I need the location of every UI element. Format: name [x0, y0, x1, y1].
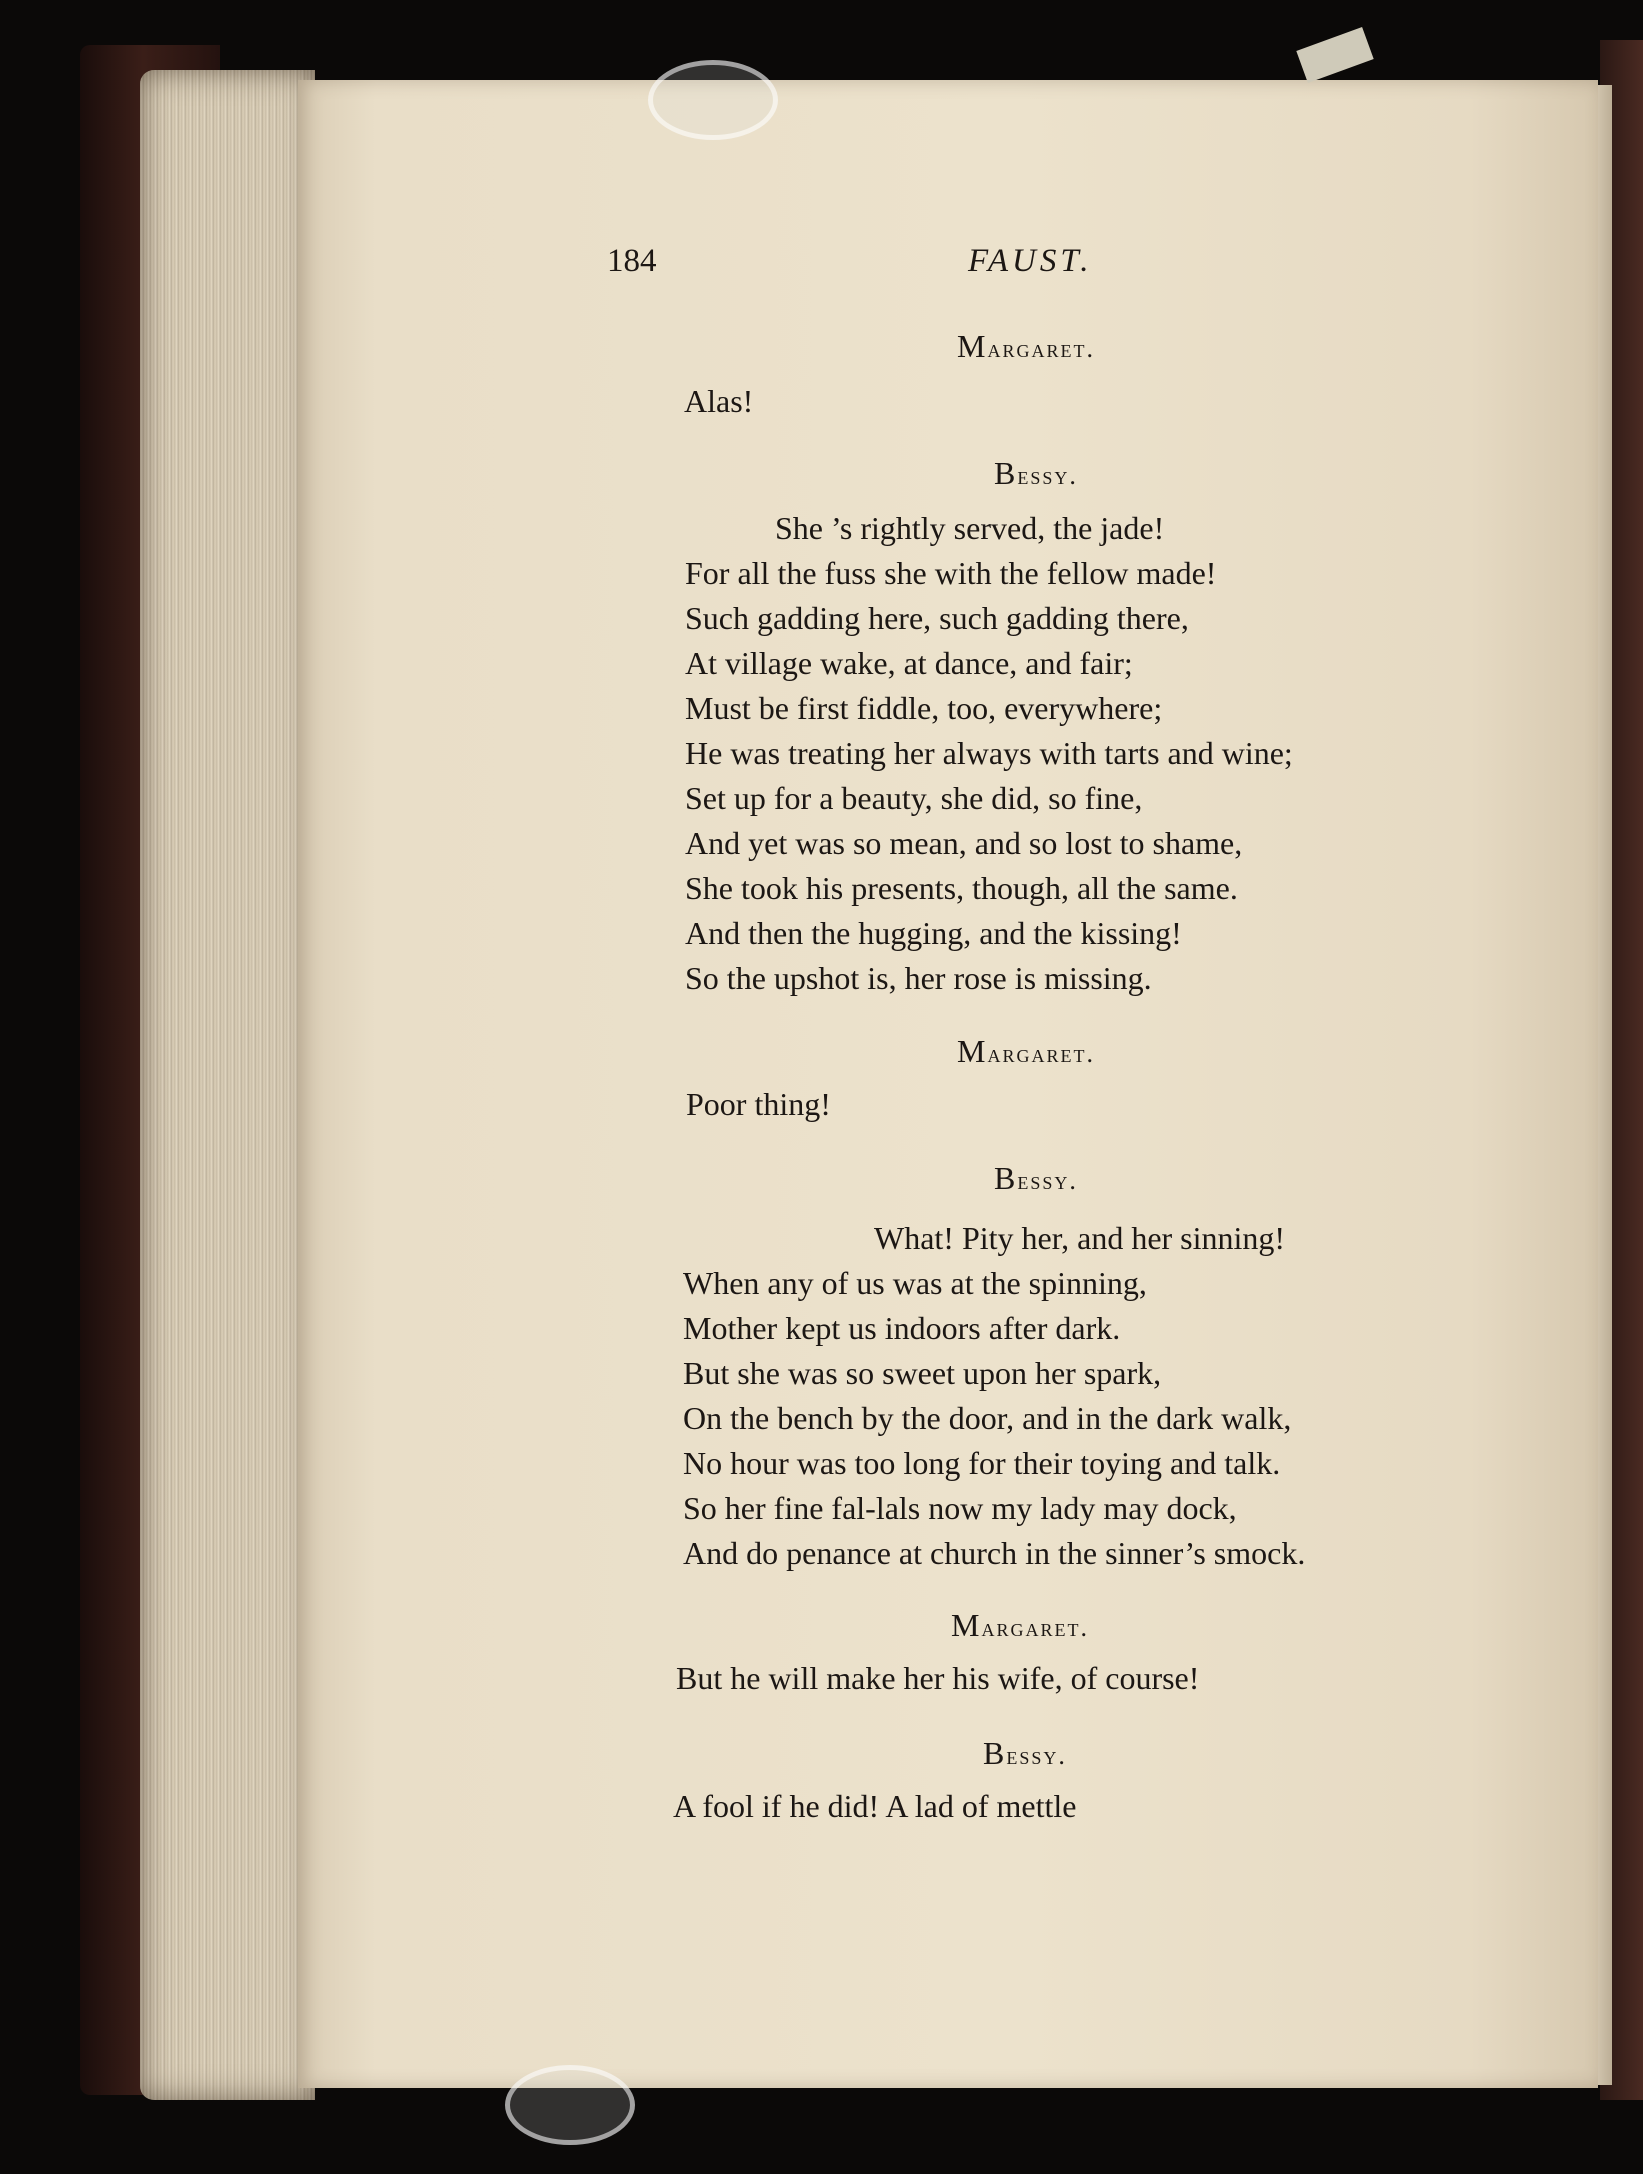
verse-line: And yet was so mean, and so lost to shame,: [685, 825, 1243, 861]
verse-line: When any of us was at the spinning,: [683, 1265, 1147, 1301]
speaker-name: Bessy.: [983, 1735, 1067, 1771]
verse-line: Such gadding here, such gadding there,: [685, 600, 1189, 636]
verse-line: For all the fuss she with the fellow made!: [685, 555, 1217, 591]
speaker-name: Bessy.: [994, 455, 1078, 491]
speaker-name: Bessy.: [994, 1160, 1078, 1196]
speaker-name: Margaret.: [957, 1033, 1095, 1069]
speaker-name: Margaret.: [957, 328, 1095, 364]
verse-line: She took his presents, though, all the same.: [685, 870, 1238, 906]
verse-line: And then the hugging, and the kissing!: [685, 915, 1182, 951]
verse-line: No hour was too long for their toying and talk.: [683, 1445, 1281, 1481]
running-head: FAUST.: [968, 243, 1093, 279]
verse-line: Mother kept us indoors after dark.: [683, 1310, 1121, 1346]
verse-line: Set up for a beauty, she did, so fine,: [685, 780, 1143, 816]
verse-line: But he will make her his wife, of course!: [676, 1660, 1200, 1696]
verse-line: Must be first fiddle, too, everywhere;: [685, 690, 1163, 726]
verse-line: Poor thing!: [686, 1086, 831, 1122]
verse-line: Alas!: [684, 383, 754, 419]
verse-line: So her fine fal-lals now my lady may dock,: [683, 1490, 1237, 1526]
verse-line: A fool if he did! A lad of mettle: [673, 1788, 1077, 1824]
verse-line: At village wake, at dance, and fair;: [685, 645, 1133, 681]
verse-line: And do penance at church in the sinner’s smock.: [683, 1535, 1306, 1571]
verse-line: But she was so sweet upon her spark,: [683, 1355, 1162, 1391]
speaker-name: Margaret.: [951, 1607, 1089, 1643]
verse-line: What! Pity her, and her sinning!: [874, 1220, 1286, 1256]
verse-line: On the bench by the door, and in the dark walk,: [683, 1400, 1292, 1436]
verse-line: She ’s rightly served, the jade!: [775, 510, 1165, 546]
verse-line: So the upshot is, her rose is missing.: [685, 960, 1152, 996]
verse-line: He was treating her always with tarts and wine;: [685, 735, 1293, 771]
page-number: 184: [607, 243, 657, 279]
